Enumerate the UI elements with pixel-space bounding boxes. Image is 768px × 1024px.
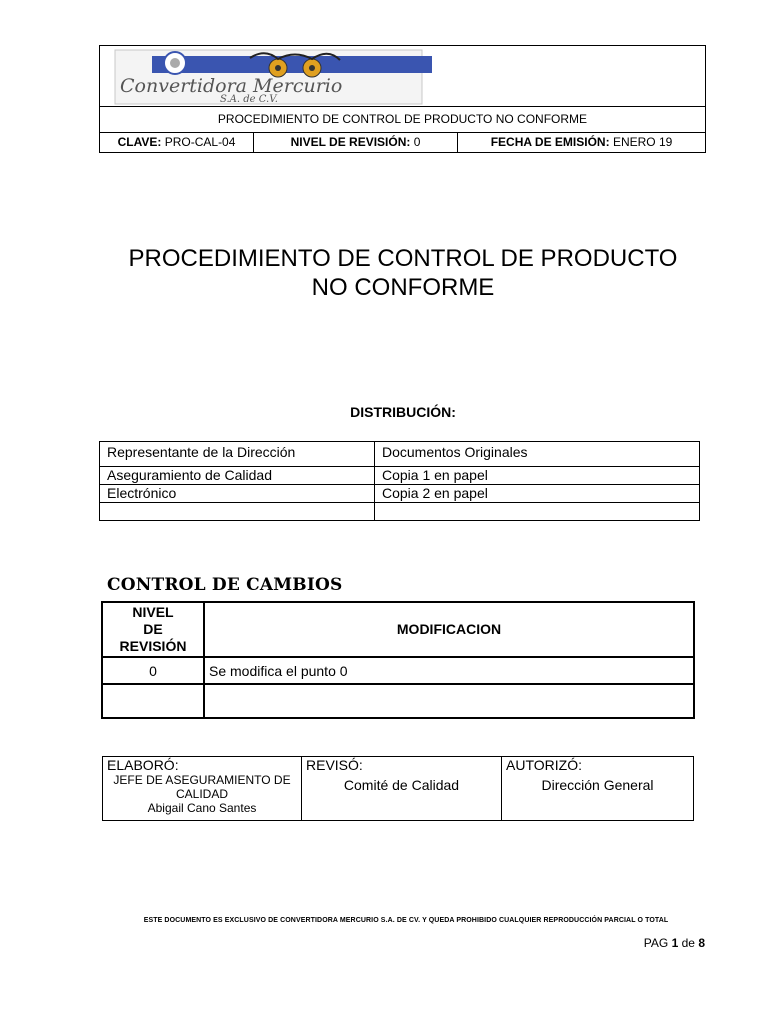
clave-cell: CLAVE: PRO-CAL-04	[100, 133, 254, 153]
signatures-table	[102, 756, 694, 821]
company-logo	[100, 46, 705, 106]
autorizo-cell: AUTORIZÓ: Dirección General	[502, 757, 694, 821]
header-title: PROCEDIMIENTO DE CONTROL DE PRODUCTO NO CONFORME	[100, 106, 705, 132]
distribution-table	[99, 441, 700, 521]
table-row: Representante de la Dirección Documentos Originales	[100, 442, 700, 467]
reviso-cell: REVISÓ: Comité de Calidad	[302, 757, 502, 821]
document-header	[99, 45, 706, 153]
svg-text:S.A. de C.V.: S.A. de C.V.	[220, 94, 278, 105]
page-number: PAG 1 de 8	[643, 936, 705, 950]
footer-disclaimer: ESTE DOCUMENTO ES EXCLUSIVO DE CONVERTIDORA MERCURIO S.A. DE CV. Y QUEDA PROHIBIDO CUALQUIER REPRODUCCIÓN PARCIAL O TOTAL	[143, 917, 669, 924]
header-meta-row	[100, 132, 705, 153]
distribution-label: DISTRIBUCIÓN:	[350, 404, 456, 420]
table-row	[103, 757, 694, 821]
table-row	[100, 503, 700, 521]
fecha-cell: FECHA DE EMISIÓN: ENERO 19	[490, 135, 673, 149]
col-nivel-header: NIVEL DE REVISIÓN	[102, 602, 204, 657]
table-header-row	[102, 602, 694, 657]
table-row: Aseguramiento de Calidad Copia 1 en papel	[100, 467, 700, 485]
changes-label: CONTROL DE CAMBIOS	[107, 575, 343, 595]
table-row: Electrónico Copia 2 en papel	[100, 485, 700, 503]
table-row: 0 Se modifica el punto 0	[102, 657, 694, 684]
col-modificacion-header: MODIFICACION	[204, 602, 694, 657]
changes-table	[101, 601, 695, 719]
elaboro-cell: ELABORÓ: JEFE DE ASEGURAMIENTO DE CALIDAD Abigail Cano Santes	[103, 757, 302, 821]
svg-text:Convertidora Mercurio: Convertidora Mercurio	[120, 75, 343, 97]
page-title: PROCEDIMIENTO DE CONTROL DE PRODUCTO NO CONFORME	[128, 245, 678, 301]
nivel-cell: NIVEL DE REVISIÓN: 0	[254, 133, 458, 153]
table-row	[102, 684, 694, 718]
